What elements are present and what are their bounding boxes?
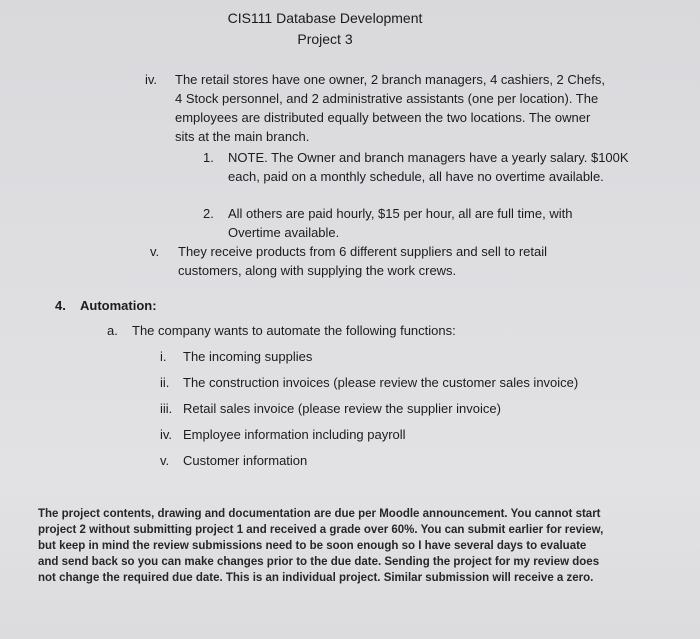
sub-marker-2: 2.	[203, 206, 214, 221]
sub-item-1: NOTE. The Owner and branch managers have a yearly salary. $100K each, paid on a monthly schedule, all have no overtime available.	[228, 150, 629, 184]
sub-item-2: All others are paid hourly, $15 per hour, all are full time, with Overtime available.	[228, 206, 573, 240]
list-item-iv: The retail stores have one owner, 2 branch managers, 4 cashiers, 2 Chefs, 4 Stock personnel, and 2 administrative assistants (one per location). The employees are distributed equally between the two locations. The owner sits at the main branch.	[175, 72, 605, 144]
function-item: Employee information including payroll	[183, 427, 406, 442]
function-marker: i.	[160, 349, 167, 364]
submission-notice: The project contents, drawing and documentation are due per Moodle announcement. You cannot start project 2 without submitting project 1 and received a grade over 60%. You can submit earlier for review, but keep in mind the review submissions need to be soon enough so I have several days to evaluate and send back so you can make changes prior to the due date. Sending the project for my review does not change the required due date. This is an individual project. Similar submission will receive a zero.	[38, 508, 604, 584]
function-marker: ii.	[160, 375, 170, 390]
function-item: The construction invoices (please review the customer sales invoice)	[183, 375, 579, 390]
function-item: Customer information	[183, 453, 308, 468]
section-number: 4.	[55, 298, 66, 313]
course-title: CIS111 Database Development	[227, 10, 423, 26]
function-item: Retail sales invoice (please review the supplier invoice)	[183, 401, 501, 416]
project-title: Project 3	[297, 31, 353, 47]
sub-marker-1: 1.	[203, 150, 214, 165]
section-heading: Automation:	[80, 298, 157, 313]
function-marker: iii.	[160, 401, 173, 416]
subsection-text: The company wants to automate the following functions:	[132, 323, 456, 338]
function-item: The incoming supplies	[183, 349, 313, 364]
function-marker: iv.	[160, 427, 173, 442]
function-marker: v.	[160, 453, 170, 468]
list-item-v: They receive products from 6 different suppliers and sell to retail customers, along with supplying the work crews.	[178, 244, 547, 278]
subsection-marker: a.	[107, 323, 118, 338]
list-marker-iv: iv.	[145, 72, 158, 87]
list-marker-v: v.	[150, 244, 160, 259]
